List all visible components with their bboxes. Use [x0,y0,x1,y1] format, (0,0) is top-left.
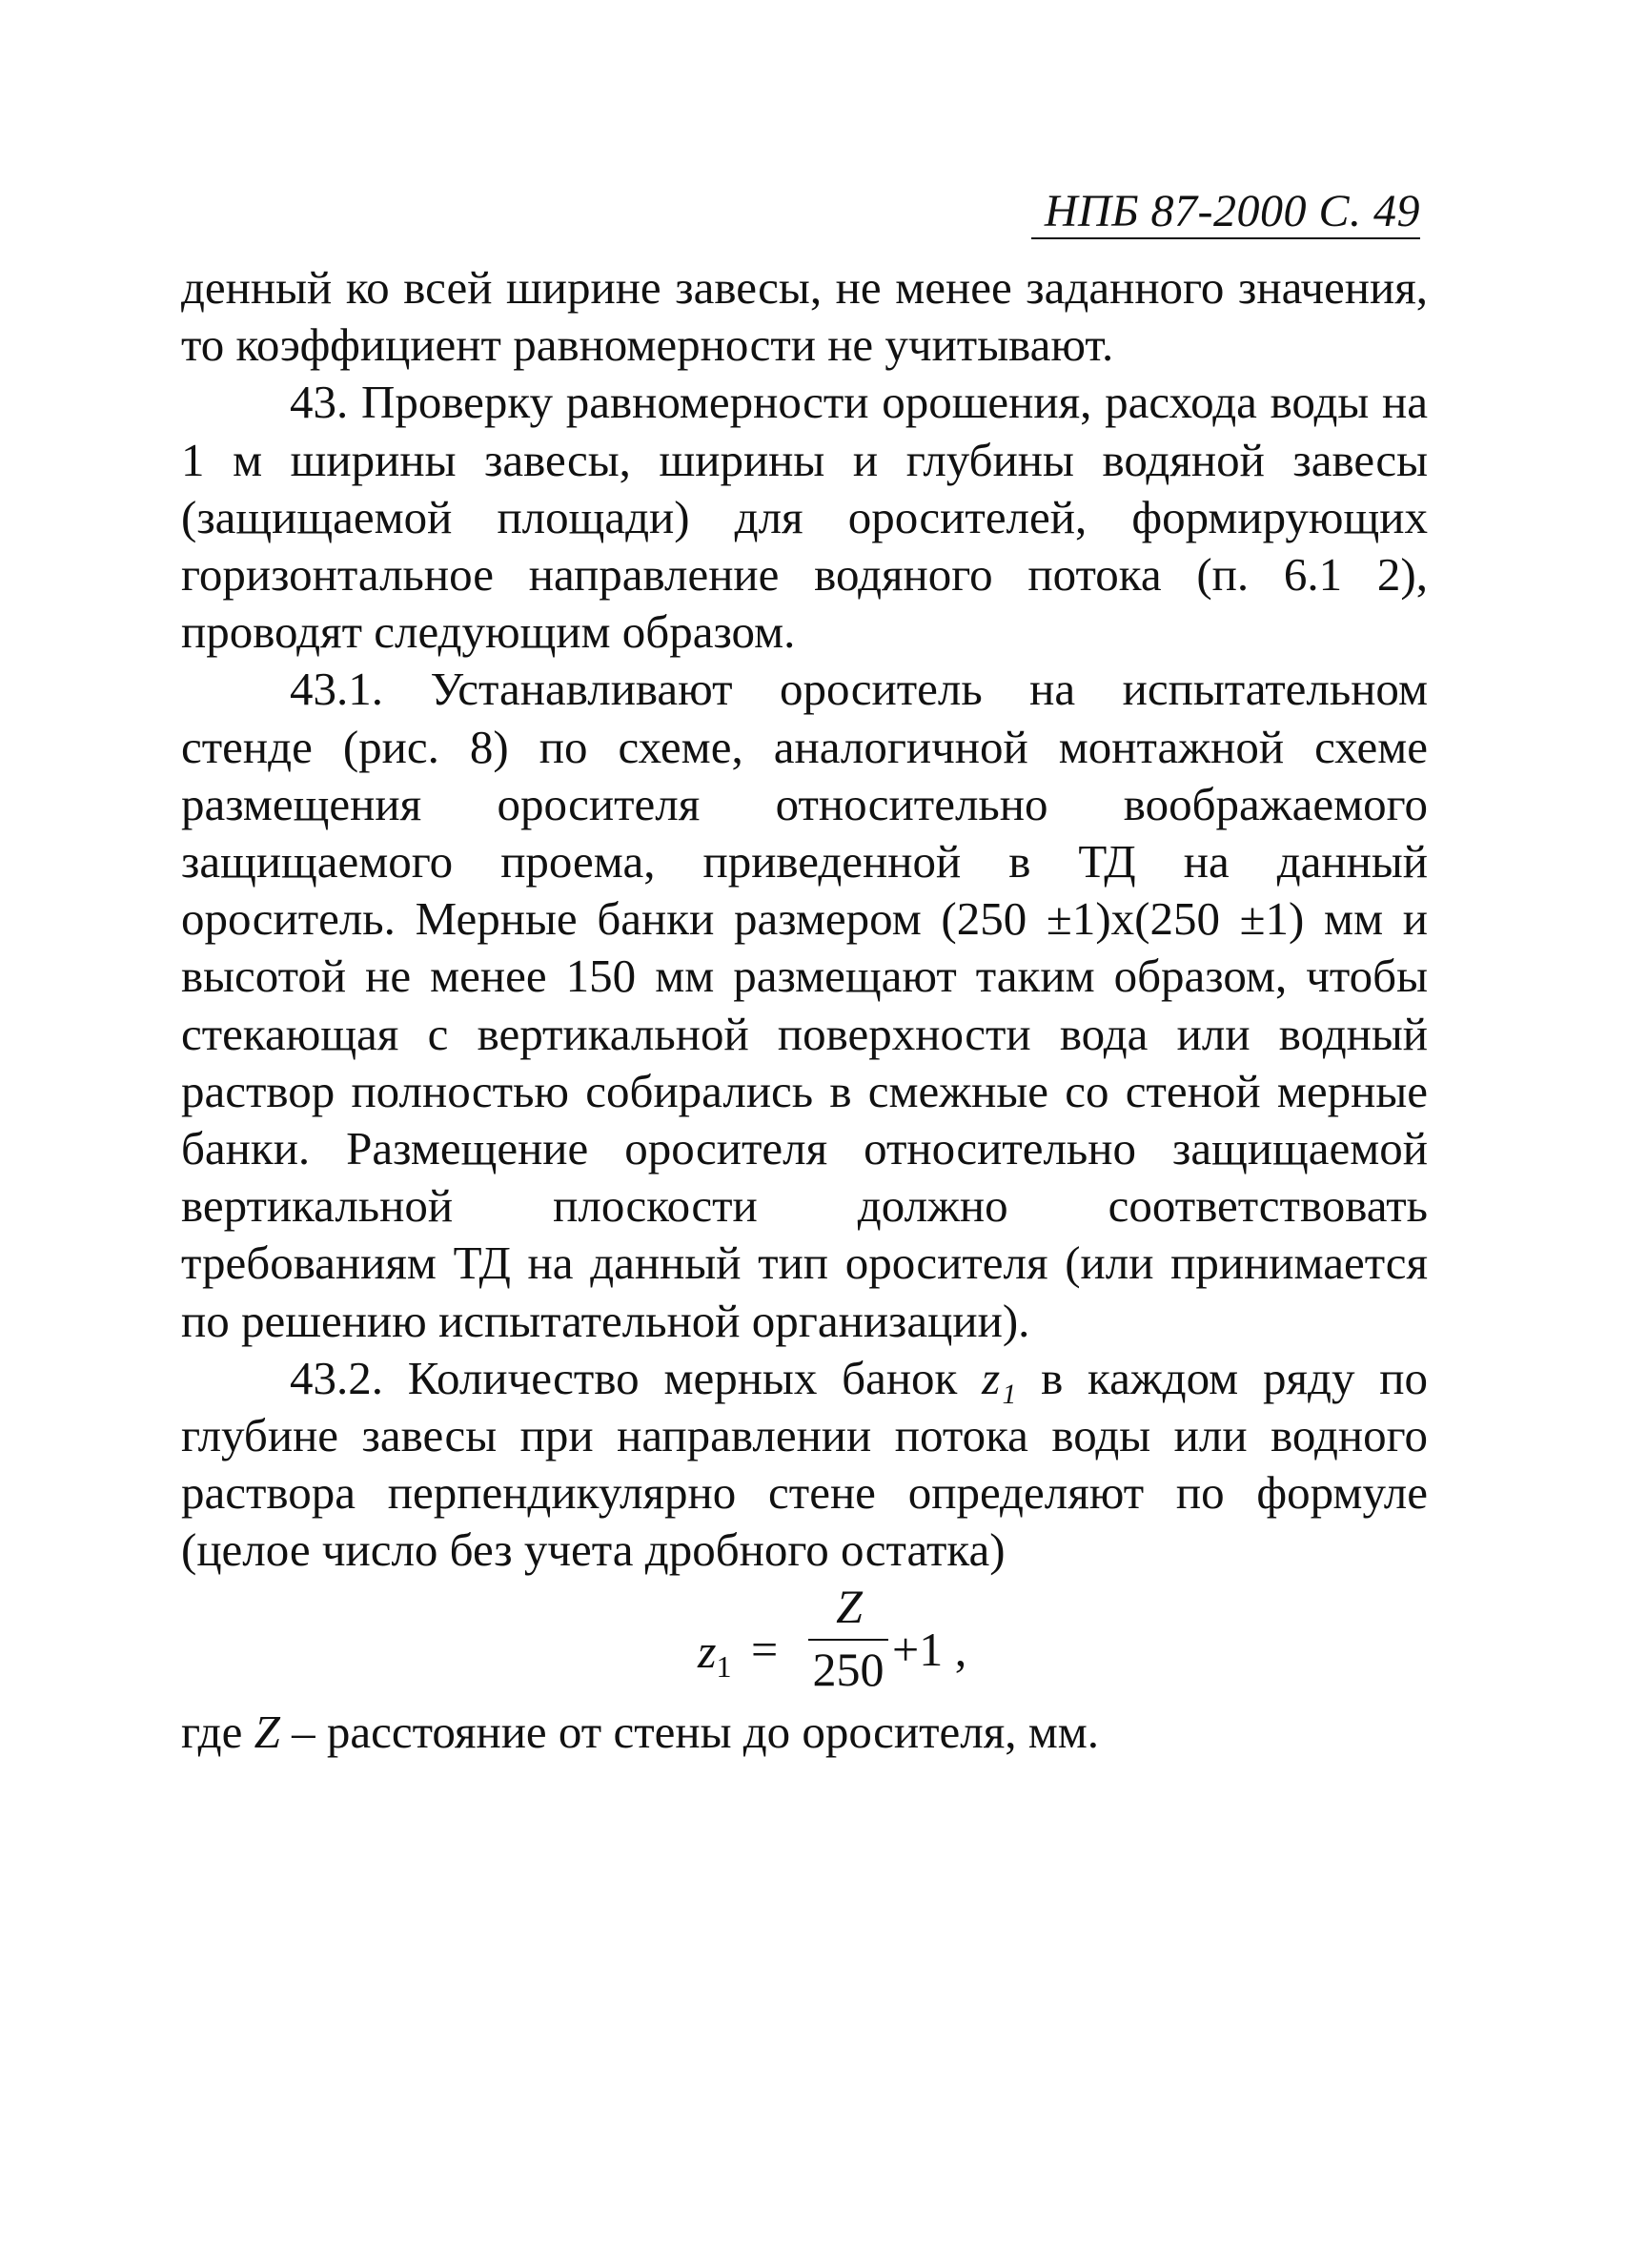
paragraph-43: 43. Проверку равномерности орошения, расхода воды на 1 м ширины завесы, ширины и глубины водяной завесы (защищаемой площади) для оросителей, формирующих горизонтальное направление водяного потока (п. 6.1 2), проводят следующим образом. [181,376,1428,659]
formula [181,1579,1428,1704]
paragraph-continuation: денный ко всей ширине завесы, не менее заданного значения, то коэффициент равномерности не учитывают. [181,261,1428,372]
formula-explanation [181,1704,1428,1761]
where-text: – расстояние от стены до оросителя, мм. [279,1705,1100,1758]
formula-rhs: +1 , [892,1622,967,1676]
formula-fraction-bar [808,1639,888,1641]
formula-lhs-var: z [698,1624,717,1678]
variable-Z: Z [254,1705,280,1758]
paragraph-43-1: 43.1. Устанавливают ороситель на испытательном стенде (рис. 8) по схеме, аналогичной монтажной схеме размещения оросителя относительно воображаемого защищаемого проема, приведенной в ТД на данный ороситель. Мерные банки размером (250 ±1)x(250 ±1) мм и высотой не менее 150 мм размещают таким образом, чтобы стекающая с вертикальной поверхности вода или водный раствор полностью собирались в смежные со стеной мерные банки. Размещение оросителя относительно защищаемой вертикальной плоскости должно соответствовать требованиям ТД на данный тип оросителя (или принимается по решению испытательной организации). [181,663,1428,1347]
formula-denominator: 250 [812,1642,884,1696]
paragraph-43-2-rest: в каждом ряду по глубине завесы при направлении потока воды или водного раствора перпендикулярно стене определяют по формуле (целое число без учета дробного остатка) [181,1351,1428,1577]
where-prefix: где [181,1705,254,1758]
paragraph-43-2 [181,1350,1428,1580]
body-text [181,259,1428,1761]
paragraph-43-2-lead: 43.2. Количество мерных банок [290,1351,983,1404]
formula-lhs [698,1624,732,1690]
formula-lhs-subscript: 1 [716,1648,732,1684]
variable-z1: z₁ [982,1351,1017,1404]
running-header: НПБ 87-2000 С. 49 [1031,187,1420,239]
formula-numerator: Z [836,1579,863,1633]
formula-equals: = [751,1622,779,1676]
